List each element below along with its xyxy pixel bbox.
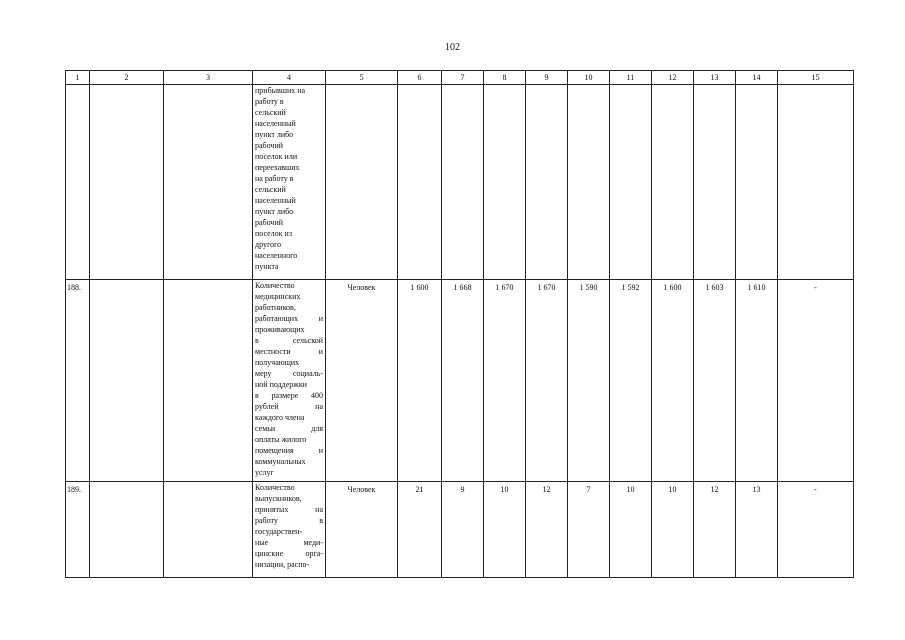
value-cell: 13 bbox=[736, 482, 778, 578]
indicator-line: принятых на bbox=[255, 505, 323, 514]
indicator-line: оплаты жилого bbox=[255, 435, 307, 444]
column-header: 8 bbox=[484, 71, 526, 85]
value-cell: 10 bbox=[484, 482, 526, 578]
table-cell bbox=[90, 85, 164, 280]
indicator-line: Количество bbox=[255, 281, 295, 290]
column-header: 3 bbox=[164, 71, 253, 85]
indicator-line: проживающих bbox=[255, 325, 305, 334]
indicator-line: населенный bbox=[255, 119, 296, 128]
indicator-line: поселок или bbox=[255, 152, 298, 161]
value-cell: 21 bbox=[398, 482, 442, 578]
table-row bbox=[66, 482, 854, 578]
note-cell bbox=[778, 85, 854, 280]
indicator-line: пункт либо bbox=[255, 130, 294, 139]
indicator-line: цинские орга- bbox=[255, 549, 323, 558]
indicator-line: местности и bbox=[255, 347, 323, 356]
table-cell bbox=[164, 85, 253, 280]
indicator-line: населенного bbox=[255, 251, 298, 260]
row-number: 189. bbox=[66, 482, 90, 578]
indicator-line: рабочий bbox=[255, 141, 283, 150]
value-cell: 1 670 bbox=[484, 280, 526, 482]
indicator-line: рублей на bbox=[255, 402, 323, 411]
value-cell bbox=[398, 85, 442, 280]
value-cell bbox=[526, 85, 568, 280]
indicator-line: пункт либо bbox=[255, 207, 294, 216]
indicator-line: помещения и bbox=[255, 446, 323, 455]
indicator-line: сельский bbox=[255, 185, 286, 194]
value-cell: 1 670 bbox=[526, 280, 568, 482]
page-number: 102 bbox=[445, 42, 460, 53]
value-cell: 1 600 bbox=[398, 280, 442, 482]
value-cell bbox=[694, 85, 736, 280]
indicator-line: пункта bbox=[255, 262, 279, 271]
unit-cell: Человек bbox=[326, 482, 398, 578]
indicator-line: прибывших на bbox=[255, 86, 306, 95]
column-header: 6 bbox=[398, 71, 442, 85]
indicator-name bbox=[253, 280, 326, 482]
indicator-line: коммунальных bbox=[255, 457, 306, 466]
indicator-line: работников, bbox=[255, 303, 296, 312]
indicator-name bbox=[253, 85, 326, 280]
value-cell bbox=[736, 85, 778, 280]
indicator-line: каждого члена bbox=[255, 413, 305, 422]
column-header: 15 bbox=[778, 71, 854, 85]
value-cell bbox=[652, 85, 694, 280]
indicator-line: работу в bbox=[255, 97, 284, 106]
indicator-line: услуг bbox=[255, 468, 274, 477]
value-cell: 1 610 bbox=[736, 280, 778, 482]
note-cell: - bbox=[778, 482, 854, 578]
indicator-line: низации, распо- bbox=[255, 560, 310, 569]
indicator-line: семьи для bbox=[255, 424, 323, 433]
column-header: 7 bbox=[442, 71, 484, 85]
value-cell: 12 bbox=[694, 482, 736, 578]
table-cell bbox=[90, 280, 164, 482]
column-header: 1 bbox=[66, 71, 90, 85]
value-cell: 9 bbox=[442, 482, 484, 578]
indicator-line: меру социаль- bbox=[255, 369, 323, 378]
column-header: 5 bbox=[326, 71, 398, 85]
unit-cell: Человек bbox=[326, 280, 398, 482]
value-cell: 1 603 bbox=[694, 280, 736, 482]
note-cell: - bbox=[778, 280, 854, 482]
value-cell bbox=[610, 85, 652, 280]
indicator-line: другого bbox=[255, 240, 282, 249]
row-number: 188. bbox=[66, 280, 90, 482]
indicator-line: работу в bbox=[255, 516, 323, 525]
unit-cell bbox=[326, 85, 398, 280]
value-cell: 10 bbox=[610, 482, 652, 578]
value-cell: 1 590 bbox=[568, 280, 610, 482]
value-cell: 1 668 bbox=[442, 280, 484, 482]
indicator-name bbox=[253, 482, 326, 578]
indicator-line: рабочий bbox=[255, 218, 283, 227]
table-cell bbox=[90, 482, 164, 578]
header-row bbox=[66, 71, 854, 85]
indicator-line: государствен- bbox=[255, 527, 303, 536]
value-cell bbox=[568, 85, 610, 280]
indicator-line: медицинских bbox=[255, 292, 301, 301]
value-cell bbox=[442, 85, 484, 280]
indicator-line: в сельской bbox=[255, 336, 323, 345]
indicator-line: Количество bbox=[255, 483, 295, 492]
value-cell: 1 592 bbox=[610, 280, 652, 482]
indicator-line: получающих bbox=[255, 358, 300, 367]
column-header: 14 bbox=[736, 71, 778, 85]
value-cell: 7 bbox=[568, 482, 610, 578]
indicator-line: на работу в bbox=[255, 174, 294, 183]
indicator-line: ной поддержки bbox=[255, 380, 307, 389]
indicator-line: переехавших bbox=[255, 163, 300, 172]
indicator-line: работающих и bbox=[255, 314, 323, 323]
column-header: 9 bbox=[526, 71, 568, 85]
indicator-line: ные меди- bbox=[255, 538, 323, 547]
column-header: 11 bbox=[610, 71, 652, 85]
table-row bbox=[66, 85, 854, 280]
column-header: 10 bbox=[568, 71, 610, 85]
column-header: 4 bbox=[253, 71, 326, 85]
data-table bbox=[65, 70, 854, 578]
value-cell: 12 bbox=[526, 482, 568, 578]
indicator-line: сельский bbox=[255, 108, 286, 117]
row-number bbox=[66, 85, 90, 280]
column-header: 2 bbox=[90, 71, 164, 85]
column-header: 12 bbox=[652, 71, 694, 85]
indicator-line: населенный bbox=[255, 196, 296, 205]
indicator-line: выпускников, bbox=[255, 494, 302, 503]
value-cell bbox=[484, 85, 526, 280]
value-cell: 10 bbox=[652, 482, 694, 578]
value-cell: 1 600 bbox=[652, 280, 694, 482]
indicator-line: в размере 400 bbox=[255, 391, 323, 400]
column-header: 13 bbox=[694, 71, 736, 85]
indicator-line: поселок из bbox=[255, 229, 292, 238]
table-cell bbox=[164, 280, 253, 482]
table-row bbox=[66, 280, 854, 482]
table-cell bbox=[164, 482, 253, 578]
